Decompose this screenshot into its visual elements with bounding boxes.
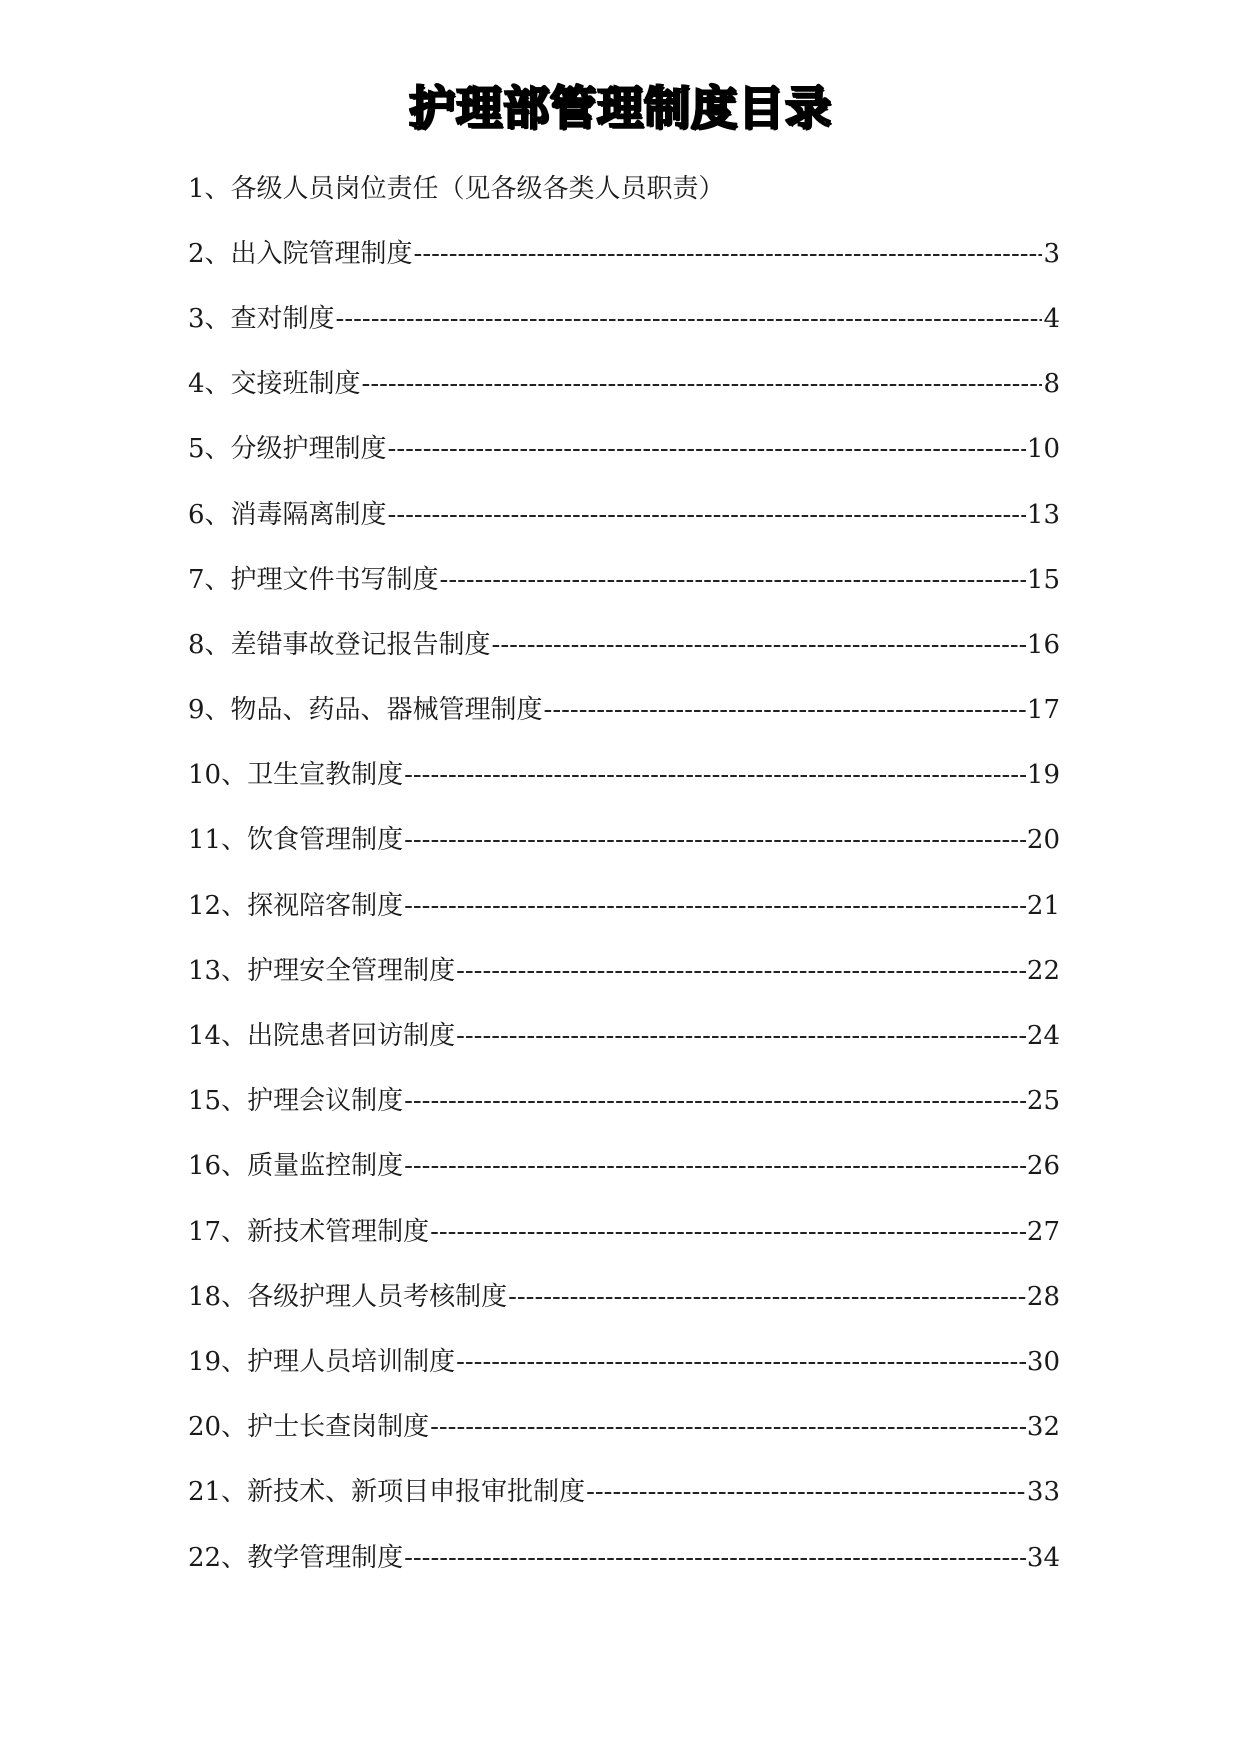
toc-leader-dashes	[404, 1081, 1026, 1121]
toc-leader-dashes	[414, 234, 1043, 274]
toc-entry-label: 1、各级人员岗位责任（见各级各类人员职责）	[188, 173, 725, 204]
toc-entry	[188, 1003, 1060, 1068]
toc-leader-dashes	[544, 690, 1026, 730]
toc-entry-label: 6、消毒隔离制度	[188, 499, 387, 530]
page-title: 护理部管理制度目录	[409, 81, 832, 135]
toc-entry-label: 9、物品、药品、器械管理制度	[188, 695, 543, 726]
toc-entry-page: 15	[1026, 564, 1060, 595]
toc-leader-dashes	[440, 560, 1026, 600]
toc-entry-label: 20、护士长查岗制度	[188, 1412, 430, 1443]
toc-entry-label: 12、探视陪客制度	[188, 890, 404, 921]
toc-entry	[188, 678, 1060, 743]
toc-entry-page: 20	[1026, 825, 1060, 856]
toc-entry-page: 30	[1026, 1346, 1060, 1377]
toc-leader-dashes	[388, 429, 1026, 469]
toc-entry-label: 18、各级护理人员考核制度	[188, 1281, 508, 1312]
toc-leader-dashes	[430, 1407, 1026, 1447]
toc-entry	[188, 743, 1060, 808]
toc-entry-label: 3、查对制度	[188, 303, 335, 334]
toc-entry	[188, 156, 1060, 221]
toc-entry-label: 22、教学管理制度	[188, 1542, 404, 1573]
toc-entry	[188, 612, 1060, 677]
toc-leader-dashes	[586, 1472, 1026, 1512]
toc-entry	[188, 1460, 1060, 1525]
toc-entry-page: 19	[1026, 760, 1060, 791]
toc-entry	[188, 1264, 1060, 1329]
toc-entry	[188, 808, 1060, 873]
toc-entry-page: 4	[1043, 303, 1060, 334]
table-of-contents	[188, 156, 1060, 1590]
toc-leader-dashes	[388, 495, 1026, 535]
toc-entry	[188, 938, 1060, 1003]
toc-entry-label: 15、护理会议制度	[188, 1086, 404, 1117]
toc-entry	[188, 1199, 1060, 1264]
toc-entry-label: 10、卫生宣教制度	[188, 760, 404, 791]
toc-leader-dashes	[404, 755, 1026, 795]
toc-leader-dashes	[362, 364, 1043, 404]
toc-entry-page: 27	[1026, 1216, 1060, 1247]
toc-entry-page: 22	[1026, 955, 1060, 986]
toc-entry-page: 26	[1026, 1151, 1060, 1182]
toc-entry	[188, 1395, 1060, 1460]
toc-leader-dashes	[404, 820, 1026, 860]
toc-entry-label: 21、新技术、新项目申报审批制度	[188, 1477, 586, 1508]
toc-entry-page: 16	[1026, 629, 1060, 660]
toc-entry	[188, 1525, 1060, 1590]
toc-entry-page: 3	[1043, 238, 1060, 269]
toc-entry-page: 8	[1043, 369, 1060, 400]
toc-entry	[188, 417, 1060, 482]
toc-entry	[188, 1069, 1060, 1134]
toc-entry-label: 4、交接班制度	[188, 369, 361, 400]
toc-entry-label: 19、护理人员培训制度	[188, 1346, 456, 1377]
toc-entry-page: 28	[1026, 1281, 1060, 1312]
toc-entry-label: 8、差错事故登记报告制度	[188, 629, 491, 660]
toc-leader-dashes	[508, 1277, 1026, 1317]
toc-entry	[188, 1134, 1060, 1199]
toc-entry	[188, 352, 1060, 417]
toc-entry-label: 5、分级护理制度	[188, 434, 387, 465]
toc-leader-dashes	[404, 1146, 1026, 1186]
toc-leader-dashes	[456, 951, 1026, 991]
toc-leader-dashes	[336, 299, 1043, 339]
toc-leader-dashes	[492, 625, 1026, 665]
toc-entry-label: 13、护理安全管理制度	[188, 955, 456, 986]
toc-entry	[188, 873, 1060, 938]
toc-entry-page: 25	[1026, 1086, 1060, 1117]
toc-entry-page: 33	[1026, 1477, 1060, 1508]
toc-entry-page: 13	[1026, 499, 1060, 530]
toc-entry	[188, 482, 1060, 547]
toc-entry-label: 7、护理文件书写制度	[188, 564, 439, 595]
toc-entry-page: 32	[1026, 1412, 1060, 1443]
toc-leader-dashes	[404, 886, 1026, 926]
toc-entry-label: 17、新技术管理制度	[188, 1216, 430, 1247]
toc-leader-dashes	[430, 1212, 1026, 1252]
toc-entry	[188, 1329, 1060, 1394]
toc-entry-label: 16、质量监控制度	[188, 1151, 404, 1182]
toc-entry	[188, 221, 1060, 286]
toc-entry-page: 21	[1026, 890, 1060, 921]
toc-leader-dashes	[456, 1016, 1026, 1056]
toc-entry-label: 11、饮食管理制度	[188, 825, 404, 856]
toc-entry-page: 34	[1026, 1542, 1060, 1573]
toc-entry	[188, 286, 1060, 351]
toc-entry-label: 14、出院患者回访制度	[188, 1021, 456, 1052]
toc-entry-page: 17	[1026, 695, 1060, 726]
toc-entry-page: 24	[1026, 1021, 1060, 1052]
toc-leader-dashes	[456, 1342, 1026, 1382]
toc-entry-page: 10	[1026, 434, 1060, 465]
toc-entry-label: 2、出入院管理制度	[188, 238, 413, 269]
toc-leader-dashes	[404, 1538, 1026, 1578]
toc-entry	[188, 547, 1060, 612]
